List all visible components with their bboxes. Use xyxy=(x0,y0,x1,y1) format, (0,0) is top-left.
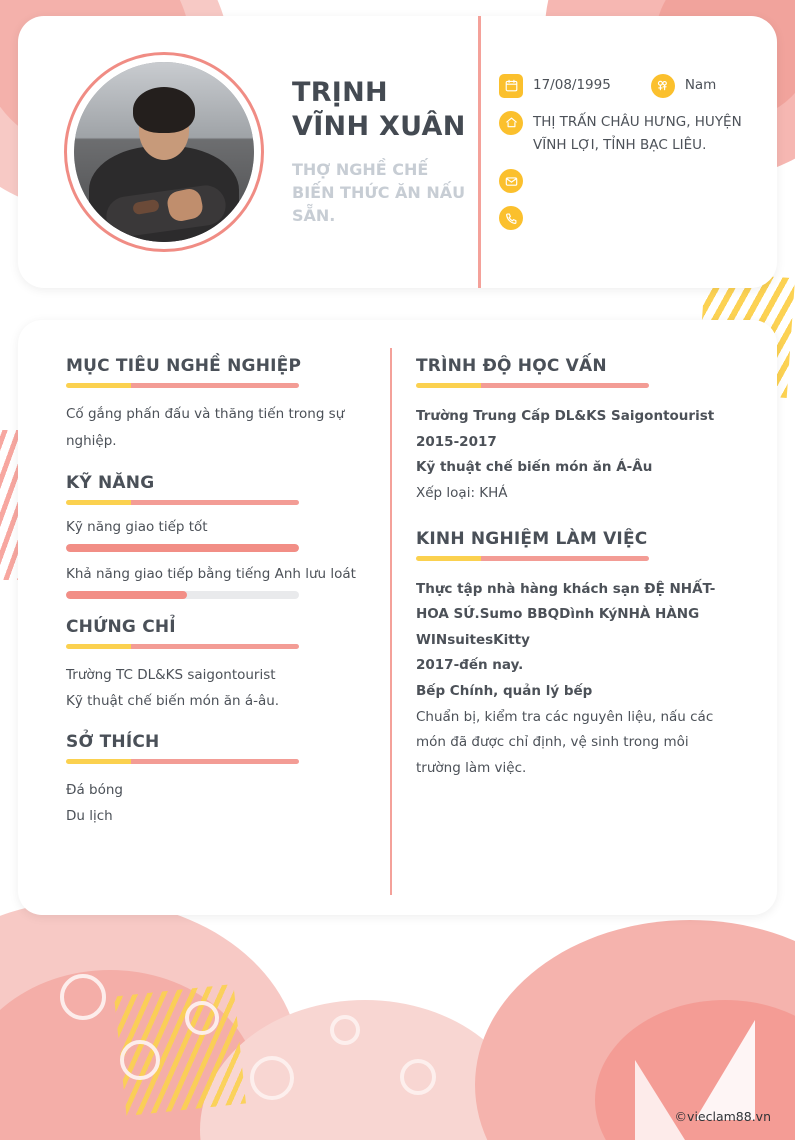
gender-icon xyxy=(651,74,675,98)
right-column xyxy=(390,348,777,895)
certificate-line: Trường TC DL&KS saigontourist xyxy=(66,667,276,683)
skill-bar xyxy=(66,544,299,552)
section-title-objective: MỤC TIÊU NGHỀ NGHIỆP xyxy=(66,356,302,376)
education-line: Kỹ thuật chế biến món ăn Á-Âu xyxy=(416,459,653,476)
contact-list xyxy=(478,16,763,288)
section-title-hobbies: SỞ THÍCH xyxy=(66,732,160,753)
job-title: THỢ NGHỀ CHẾ BIẾN THỨC ĂN NẤU SẴN. xyxy=(292,159,466,226)
objective-text: Cố gắng phấn đấu và thăng tiến trong sự nghiệp. xyxy=(66,406,345,449)
birthday-value: 17/08/1995 xyxy=(533,76,611,93)
contact-phone xyxy=(499,206,763,230)
section-experience xyxy=(416,529,735,782)
experience-line: 2017-đến nay. xyxy=(416,657,524,674)
contact-row-birthday-gender xyxy=(499,74,763,98)
ring-decoration xyxy=(400,1059,436,1095)
ring-decoration xyxy=(185,1001,219,1035)
avatar-hair xyxy=(133,87,195,133)
hobby-line: Đá bóng xyxy=(66,782,123,799)
skill-label: Khả năng giao tiếp bằng tiếng Anh lưu loát xyxy=(66,566,356,582)
section-certificates xyxy=(66,617,362,714)
section-title-certificates: CHỨNG CHỈ xyxy=(66,617,176,637)
education-line: Xếp loại: KHÁ xyxy=(416,484,508,501)
skill-bar xyxy=(66,591,299,599)
section-title-education: TRÌNH ĐỘ HỌC VẤN xyxy=(416,356,607,376)
section-education xyxy=(416,356,735,507)
candidate-name: TRỊNH VĨNH XUÂN xyxy=(292,77,466,143)
ring-decoration xyxy=(250,1056,294,1100)
avatar xyxy=(64,52,264,252)
section-title-experience: KINH NGHIỆM LÀM VIỆC xyxy=(416,528,648,549)
section-objective xyxy=(66,356,362,455)
mail-icon xyxy=(499,169,523,193)
hobby-line: Du lịch xyxy=(66,807,113,824)
section-underline xyxy=(416,383,649,388)
section-underline xyxy=(66,383,299,388)
avatar-photo xyxy=(74,62,254,242)
skill-label: Kỹ năng giao tiếp tốt xyxy=(66,519,208,535)
phone-icon xyxy=(499,206,523,230)
calendar-icon xyxy=(499,74,523,98)
certificate-line: Kỹ thuật chế biến món ăn á-âu. xyxy=(66,692,280,709)
gender-value: Nam xyxy=(684,76,717,93)
body-card xyxy=(18,320,777,915)
contact-gender xyxy=(651,74,717,98)
section-underline xyxy=(416,556,649,561)
experience-line: Thực tập nhà hàng khách sạn ĐỆ NHẤT-HOA SỨ.Sumo BBQDình KýNHÀ HÀNG WINsuitesKitty xyxy=(416,580,716,648)
ring-decoration xyxy=(60,974,106,1020)
section-skills xyxy=(66,473,362,599)
section-underline xyxy=(66,500,299,505)
contact-email xyxy=(499,169,763,193)
contact-address xyxy=(499,111,763,157)
name-block xyxy=(292,76,478,227)
ring-decoration xyxy=(330,1015,360,1045)
header-card xyxy=(18,16,777,288)
wedge-decoration xyxy=(695,1020,755,1120)
ring-decoration xyxy=(120,1040,160,1080)
wedge-decoration xyxy=(635,1060,685,1140)
watermark: ©vieclam88.vn xyxy=(674,1109,771,1124)
section-underline xyxy=(66,644,299,649)
home-icon xyxy=(499,111,523,135)
left-column xyxy=(18,348,390,895)
section-title-skills: KỸ NĂNG xyxy=(66,473,155,493)
section-underline xyxy=(66,759,299,764)
education-line: 2015-2017 xyxy=(416,433,497,450)
experience-line: Bếp Chính, quản lý bếp xyxy=(416,683,593,700)
address-value: THỊ TRẤN CHÂU HƯNG, HUYỆN VĨNH LỢI, TỈNH BẠC LIÊU. xyxy=(533,113,742,153)
section-hobbies xyxy=(66,732,362,829)
education-line: Trường Trung Cấp DL&KS Saigontourist xyxy=(416,408,715,424)
experience-line: Chuẩn bị, kiểm tra các nguyên liệu, nấu các món đã được chỉ định, vệ sinh trong môi trường làm việc. xyxy=(416,708,714,777)
contact-birthday xyxy=(499,74,611,98)
